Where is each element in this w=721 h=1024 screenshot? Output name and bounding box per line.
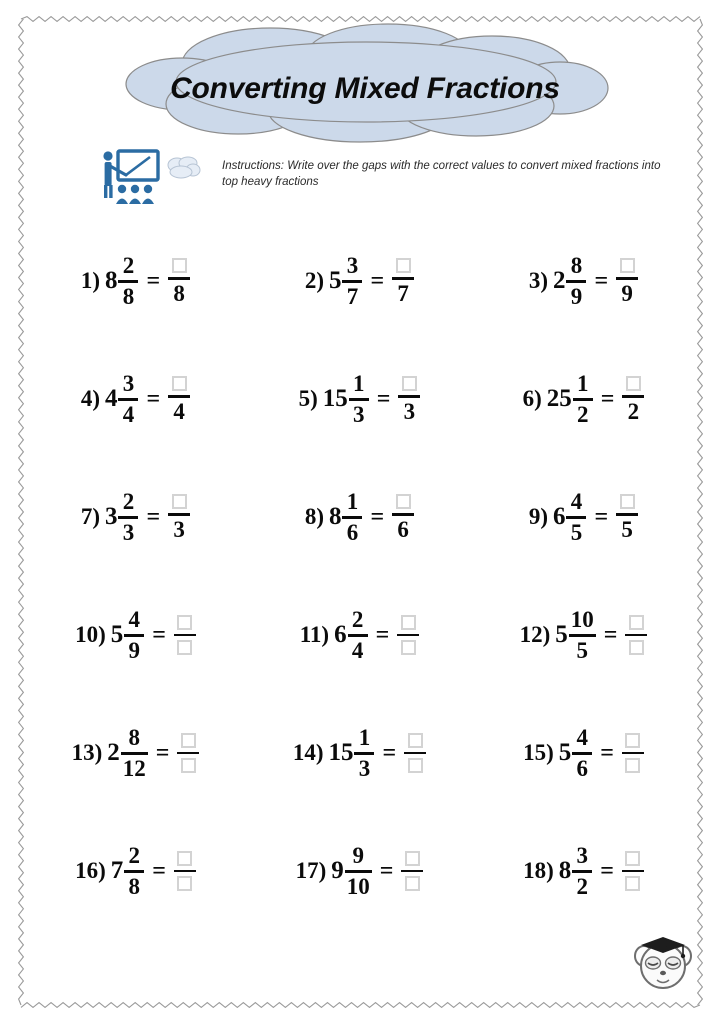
problem-cell: [24, 340, 248, 458]
answer-box[interactable]: [626, 376, 641, 391]
equals-sign: =: [370, 267, 385, 294]
answer-box[interactable]: [177, 851, 192, 866]
whole-number: 5: [558, 739, 572, 766]
problem-18: [523, 844, 645, 899]
mixed-fraction: [121, 726, 148, 781]
problem-number: 8): [304, 504, 324, 529]
answer-denominator-field[interactable]: [406, 756, 425, 775]
problem-number: 4): [80, 386, 100, 411]
answer-denominator-field[interactable]: [399, 638, 418, 657]
answer-fraction-bar: [168, 513, 190, 516]
problem-cell: [472, 694, 696, 812]
mixed-fraction: [572, 726, 592, 781]
answer-denominator-field[interactable]: 2: [627, 398, 640, 424]
problem-number: 18): [523, 858, 554, 883]
instructions-row: [96, 146, 676, 210]
mixed-fraction: [118, 372, 138, 427]
fraction-denominator: 9: [128, 637, 140, 663]
answer-fraction: [622, 731, 644, 776]
problem-number: 2): [304, 268, 324, 293]
whole-number: 7: [110, 857, 124, 884]
equals-sign: =: [603, 621, 618, 648]
problem-number: 11): [299, 622, 330, 647]
problem-cell: [248, 812, 472, 930]
answer-denominator-field[interactable]: 3: [403, 398, 416, 424]
fraction-denominator: 9: [570, 283, 583, 309]
title-banner: [120, 22, 610, 144]
answer-numerator-field[interactable]: [179, 731, 198, 750]
problem-3: [529, 254, 639, 309]
fraction-bar: [118, 280, 138, 283]
answer-denominator-field[interactable]: [623, 874, 642, 893]
answer-box[interactable]: [408, 758, 423, 773]
answer-box[interactable]: [177, 876, 192, 891]
fraction-denominator: 10: [346, 873, 370, 899]
answer-fraction-bar: [397, 634, 419, 637]
fraction-bar: [566, 280, 586, 283]
whole-number: 5: [110, 621, 124, 648]
answer-box[interactable]: [172, 494, 187, 509]
problem-cell: [248, 458, 472, 576]
fraction-numerator: 2: [122, 488, 135, 514]
answer-box[interactable]: [177, 640, 192, 655]
answer-box[interactable]: [620, 494, 635, 509]
fraction-bar: [569, 634, 596, 637]
answer-fraction-bar: [401, 870, 423, 873]
whole-number: 3: [104, 503, 118, 530]
problem-4: [81, 372, 191, 427]
fraction-numerator: 4: [576, 724, 588, 750]
answer-fraction: [616, 256, 638, 305]
answer-fraction: [168, 256, 190, 305]
fraction-numerator: 1: [358, 724, 371, 750]
problem-cell: [472, 458, 696, 576]
equals-sign: =: [376, 385, 391, 412]
fraction-denominator: 7: [346, 283, 359, 309]
mixed-fraction: [348, 608, 368, 663]
answer-fraction: [168, 492, 190, 541]
equals-sign: =: [146, 385, 161, 412]
problem-cell: [24, 812, 248, 930]
answer-numerator-field[interactable]: [170, 374, 189, 393]
problem-16: [75, 844, 197, 899]
answer-denominator-field[interactable]: [623, 756, 642, 775]
fraction-numerator: 2: [128, 842, 140, 868]
problem-14: [293, 726, 427, 781]
problem-cell: [472, 222, 696, 340]
fraction-denominator: 3: [352, 401, 365, 427]
answer-fraction: [177, 731, 199, 776]
equals-sign: =: [600, 857, 614, 884]
problem-number: 9): [528, 504, 548, 529]
fraction-bar: [349, 398, 369, 401]
fraction-denominator: 3: [122, 519, 135, 545]
whole-number: 5: [328, 267, 342, 294]
mixed-fraction: [124, 844, 144, 899]
fraction-bar: [121, 752, 148, 755]
answer-box[interactable]: [181, 733, 196, 748]
problem-13: [72, 726, 201, 781]
answer-numerator-field[interactable]: [627, 613, 646, 632]
answer-numerator-field[interactable]: [170, 492, 189, 511]
problem-number: 16): [75, 858, 106, 883]
fraction-denominator: 4: [351, 637, 364, 663]
fraction-bar: [348, 634, 368, 637]
fraction-numerator: 9: [352, 842, 364, 868]
answer-numerator-field[interactable]: [175, 849, 194, 868]
answer-box[interactable]: [181, 758, 196, 773]
answer-denominator-field[interactable]: [179, 756, 198, 775]
answer-box[interactable]: [177, 615, 192, 630]
answer-fraction-bar: [625, 634, 647, 637]
fraction-denominator: 2: [576, 873, 588, 899]
answer-numerator-field[interactable]: [170, 256, 189, 275]
answer-fraction-bar: [392, 277, 414, 280]
problem-cell: [472, 340, 696, 458]
mixed-fraction: [572, 844, 592, 899]
problem-cell: [24, 458, 248, 576]
answer-numerator-field[interactable]: [618, 256, 637, 275]
whole-number: 9: [331, 857, 344, 884]
answer-box[interactable]: [401, 615, 416, 630]
answer-denominator-field[interactable]: 5: [621, 516, 633, 542]
whole-number: 8: [328, 503, 342, 530]
answer-box[interactable]: [625, 758, 640, 773]
fraction-denominator: 4: [122, 401, 135, 427]
problem-number: 14): [292, 740, 324, 765]
problem-cell: [248, 576, 472, 694]
answer-fraction: [397, 613, 419, 658]
fraction-bar: [354, 752, 374, 755]
mixed-fraction: [569, 608, 596, 663]
answer-box[interactable]: [625, 876, 640, 891]
answer-box[interactable]: [401, 640, 416, 655]
fraction-bar: [124, 634, 144, 637]
answer-box[interactable]: [402, 376, 417, 391]
answer-denominator-field[interactable]: 9: [621, 280, 633, 306]
answer-fraction-bar: [168, 277, 190, 280]
fraction-bar: [124, 870, 144, 873]
fraction-numerator: 1: [352, 370, 365, 396]
answer-fraction: [404, 731, 426, 776]
answer-fraction: [392, 256, 414, 305]
panda-graduate-icon: [629, 928, 697, 998]
problem-cell: [248, 694, 472, 812]
equals-sign: =: [146, 267, 161, 294]
answer-fraction-bar: [168, 395, 190, 398]
answer-numerator-field[interactable]: [623, 849, 642, 868]
problem-cell: [248, 222, 472, 340]
answer-box[interactable]: [408, 733, 423, 748]
problem-cell: [24, 576, 248, 694]
problem-number: 3): [528, 268, 548, 293]
answer-numerator-field[interactable]: [399, 613, 418, 632]
problem-15: [523, 726, 645, 781]
answer-fraction: [392, 492, 414, 541]
problem-11: [300, 608, 421, 663]
mixed-fraction: [342, 254, 362, 309]
whole-number: 15: [322, 385, 348, 412]
problem-7: [81, 490, 191, 545]
fraction-bar: [342, 280, 362, 283]
answer-fraction: [616, 492, 638, 541]
fraction-numerator: 4: [128, 606, 140, 632]
answer-denominator-field[interactable]: [175, 638, 194, 657]
whole-number: 5: [555, 621, 568, 648]
problem-number: 12): [519, 622, 551, 647]
answer-numerator-field[interactable]: [623, 731, 642, 750]
problem-number: 6): [522, 386, 542, 411]
answer-fraction-bar: [177, 752, 199, 755]
fraction-bar: [566, 516, 586, 519]
fraction-denominator: 6: [346, 519, 359, 545]
answer-denominator-field[interactable]: [175, 874, 194, 893]
answer-denominator-field[interactable]: 3: [173, 516, 185, 542]
thought-cloud-icon: [164, 154, 202, 180]
answer-box[interactable]: [629, 640, 644, 655]
whole-number: 6: [552, 503, 566, 530]
fraction-bar: [118, 398, 138, 401]
fraction-denominator: 6: [576, 755, 588, 781]
equals-sign: =: [375, 621, 390, 648]
fraction-bar: [572, 752, 592, 755]
problem-cell: [248, 340, 472, 458]
fraction-denominator: 3: [358, 755, 371, 781]
problem-number: 15): [523, 740, 554, 765]
answer-fraction: [622, 849, 644, 894]
whole-number: 15: [328, 739, 354, 766]
mixed-fraction: [566, 254, 586, 309]
answer-fraction: [625, 613, 647, 658]
equals-sign: =: [370, 503, 385, 530]
fraction-numerator: 8: [570, 252, 583, 278]
instructions-text: Instructions: Write over the gaps with the correct values to convert mixed fractions into top heavy fractions: [222, 160, 661, 189]
answer-fraction-bar: [174, 870, 196, 873]
answer-box[interactable]: [396, 494, 411, 509]
problem-10: [75, 608, 197, 663]
problem-cell: [24, 694, 248, 812]
answer-box[interactable]: [405, 851, 420, 866]
answer-fraction-bar: [622, 395, 644, 398]
answer-denominator-field[interactable]: [627, 638, 646, 657]
equals-sign: =: [594, 267, 609, 294]
fraction-numerator: 10: [570, 606, 594, 632]
fraction-numerator: 1: [576, 370, 589, 396]
answer-numerator-field[interactable]: [624, 374, 643, 393]
answer-numerator-field[interactable]: [400, 374, 419, 393]
fraction-bar: [342, 516, 362, 519]
answer-numerator-field[interactable]: [175, 613, 194, 632]
answer-fraction: [622, 374, 644, 423]
fraction-bar: [572, 870, 592, 873]
mixed-fraction: [566, 490, 586, 545]
problem-12: [520, 608, 649, 663]
problem-8: [305, 490, 415, 545]
whole-number: 8: [104, 267, 118, 294]
answer-numerator-field[interactable]: [394, 492, 413, 511]
answer-numerator-field[interactable]: [403, 849, 422, 868]
mixed-fraction: [118, 254, 138, 309]
problem-number: 13): [71, 740, 103, 765]
whole-number: 8: [558, 857, 572, 884]
problem-1: [81, 254, 191, 309]
fraction-numerator: 1: [346, 488, 359, 514]
mixed-fraction: [124, 608, 144, 663]
answer-numerator-field[interactable]: [618, 492, 637, 511]
answer-box[interactable]: [396, 258, 411, 273]
answer-fraction-bar: [622, 870, 644, 873]
equals-sign: =: [152, 621, 166, 648]
equals-sign: =: [600, 739, 614, 766]
problem-number: 7): [80, 504, 100, 529]
fraction-bar: [573, 398, 593, 401]
mixed-fraction: [345, 844, 372, 899]
problem-17: [296, 844, 425, 899]
answer-fraction: [168, 374, 190, 423]
fraction-denominator: 8: [122, 283, 135, 309]
answer-fraction: [174, 613, 196, 658]
fraction-numerator: 4: [570, 488, 583, 514]
equals-sign: =: [155, 739, 170, 766]
problem-number: 5): [298, 386, 318, 411]
fraction-denominator: 5: [576, 637, 588, 663]
answer-fraction: [398, 374, 420, 423]
equals-sign: =: [146, 503, 161, 530]
answer-fraction-bar: [616, 513, 638, 516]
answer-box[interactable]: [172, 258, 187, 273]
problem-cell: [472, 576, 696, 694]
problem-9: [529, 490, 639, 545]
problem-2: [305, 254, 415, 309]
answer-fraction-bar: [398, 395, 420, 398]
whole-number: 4: [104, 385, 118, 412]
answer-denominator-field[interactable]: [403, 874, 422, 893]
whole-number: 2: [107, 739, 120, 766]
answer-box[interactable]: [625, 851, 640, 866]
answer-box[interactable]: [405, 876, 420, 891]
fraction-denominator: 12: [122, 755, 146, 781]
fraction-bar: [345, 870, 372, 873]
mixed-fraction: [118, 490, 138, 545]
answer-denominator-field[interactable]: 6: [397, 516, 409, 542]
fraction-numerator: 8: [128, 724, 140, 750]
problem-6: [523, 372, 646, 427]
fraction-denominator: 2: [576, 401, 589, 427]
answer-box[interactable]: [172, 376, 187, 391]
fraction-numerator: 3: [122, 370, 135, 396]
mixed-fraction: [349, 372, 369, 427]
answer-fraction-bar: [404, 752, 426, 755]
mixed-fraction: [342, 490, 362, 545]
equals-sign: =: [594, 503, 609, 530]
problem-cell: [24, 222, 248, 340]
problem-number: 1): [80, 268, 100, 293]
whole-number: 6: [334, 621, 347, 648]
answer-fraction-bar: [392, 513, 414, 516]
whole-number: 25: [546, 385, 572, 412]
whole-number: 2: [552, 267, 566, 294]
mixed-fraction: [354, 726, 374, 781]
fraction-denominator: 5: [570, 519, 583, 545]
fraction-numerator: 3: [576, 842, 588, 868]
answer-fraction: [401, 849, 423, 894]
problem-5: [299, 372, 422, 427]
problem-number: 10): [75, 622, 106, 647]
teacher-whiteboard-icon: [96, 148, 160, 206]
answer-box[interactable]: [625, 733, 640, 748]
fraction-numerator: 2: [122, 252, 135, 278]
fraction-numerator: 2: [351, 606, 364, 632]
page-title: Converting Mixed Fractions: [170, 72, 560, 105]
answer-numerator-field[interactable]: [406, 731, 425, 750]
answer-numerator-field[interactable]: [394, 256, 413, 275]
fraction-bar: [118, 516, 138, 519]
answer-fraction-bar: [622, 752, 644, 755]
answer-box[interactable]: [620, 258, 635, 273]
fraction-numerator: 3: [346, 252, 359, 278]
problem-number: 17): [295, 858, 327, 883]
fraction-denominator: 8: [128, 873, 140, 899]
problem-cell: [472, 812, 696, 930]
answer-fraction: [174, 849, 196, 894]
equals-sign: =: [382, 739, 397, 766]
problem-grid: [24, 222, 696, 930]
equals-sign: =: [379, 857, 394, 884]
answer-fraction-bar: [616, 277, 638, 280]
equals-sign: =: [152, 857, 166, 884]
answer-denominator-field[interactable]: 4: [173, 398, 185, 424]
answer-fraction-bar: [174, 634, 196, 637]
answer-denominator-field[interactable]: 7: [397, 280, 409, 306]
equals-sign: =: [600, 385, 615, 412]
answer-box[interactable]: [629, 615, 644, 630]
answer-denominator-field[interactable]: 8: [173, 280, 185, 306]
mixed-fraction: [573, 372, 593, 427]
